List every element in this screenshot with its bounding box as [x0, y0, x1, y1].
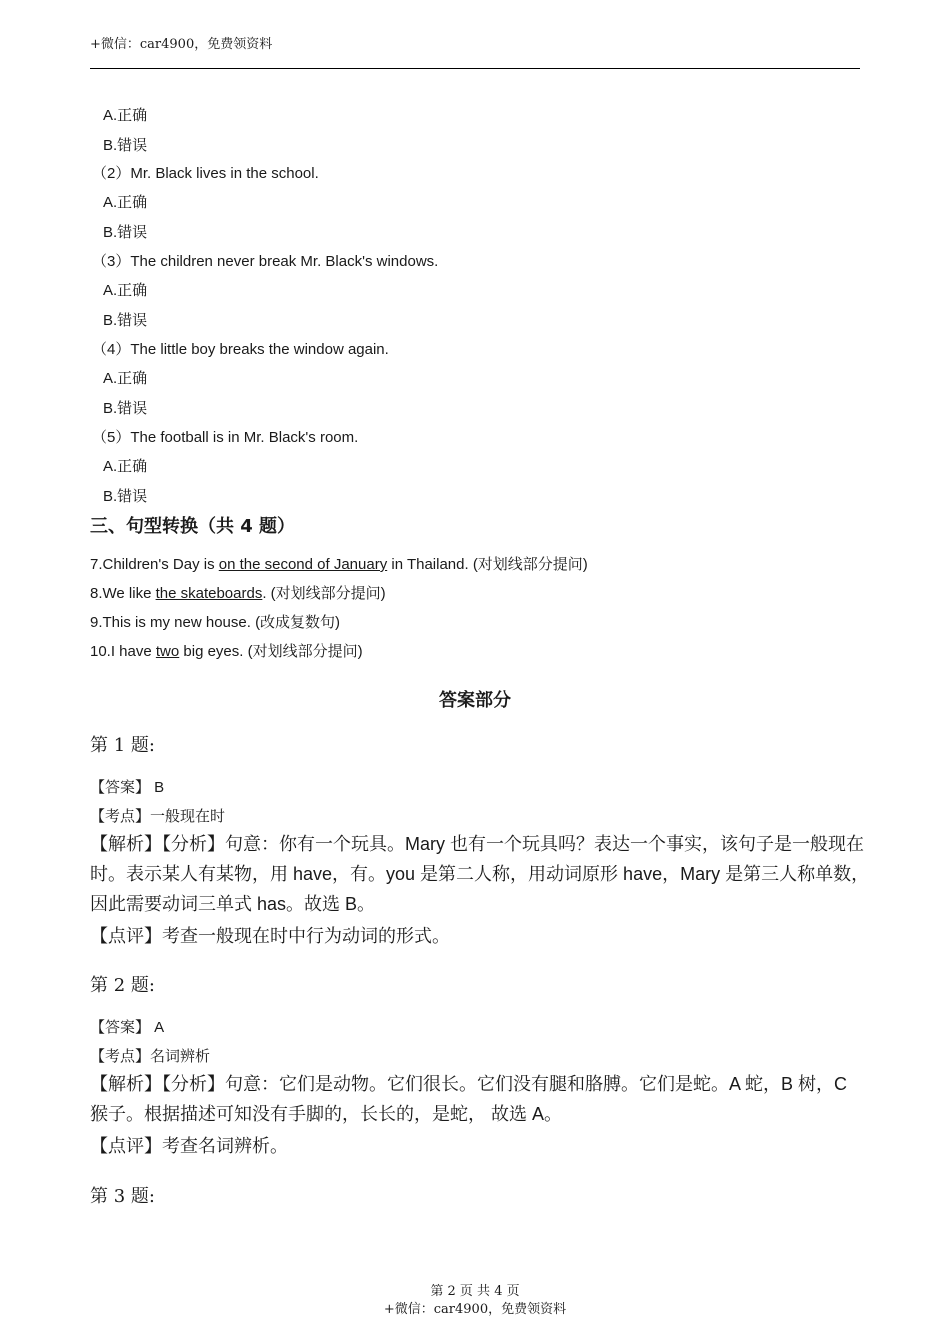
underlined-phrase: on the second of January: [218, 556, 388, 573]
sentence-text: . (对划线部分提问): [262, 585, 386, 602]
q4-stem: （4）The little boy breaks the window again.: [92, 341, 389, 358]
answer-q1-comment: 【点评】考查一般现在时中行为动词的形式。: [90, 926, 450, 946]
answer-q2-analysis: 【解析】【分析】句意：它们是动物。它们很长。它们没有腿和胳膊。它们是蛇。A 蛇，B 树，C 猴子。根据描述可知没有手脚的，长长的，是蛇， 故选 A。: [90, 1074, 848, 1124]
sentence-item: [90, 640, 363, 661]
q5-option-b: B.错误: [103, 488, 148, 505]
answer-q2-number: 第 2 题:: [90, 975, 155, 996]
q2-option-a: A.正确: [103, 194, 148, 211]
q5-stem: （5）The football is in Mr. Black's room.: [92, 429, 359, 446]
q1-option-a: A.正确: [103, 107, 148, 124]
q1-option-b: B.错误: [103, 137, 148, 154]
page-footer: +微信：car4900，免费领资料: [383, 1302, 567, 1317]
page-header: +微信：car4900，免费领资料: [90, 37, 273, 52]
answer-q2-answer: 【答案】 A: [90, 1019, 165, 1036]
answer-q2-comment: 【点评】考查名词辨析。: [90, 1136, 288, 1156]
q3-option-a: A.正确: [103, 282, 148, 299]
q4-option-a: A.正确: [103, 370, 148, 387]
q2-option-b: B.错误: [103, 224, 148, 241]
q5-option-a: A.正确: [103, 458, 148, 475]
sentence-item: [90, 611, 340, 632]
answer-q1-number: 第 1 题:: [90, 735, 155, 756]
answer-q1-analysis: 【解析】【分析】句意：你有一个玩具。Mary 也有一个玩具吗？表达一个事实，该句子是一般现在时。表示某人有某物，用 have，有。you 是第二人称，用动词原形 have，Mary 是第三人称单数，因此需要动词三单式 has。故选 B。: [90, 834, 870, 914]
sentence-text: 9.This is my new house. (改成复数句): [90, 614, 341, 631]
underlined-phrase: two: [155, 643, 180, 660]
sentence-text: big eyes. (对划线部分提问): [179, 643, 363, 660]
sentence-text: 10.I have: [90, 643, 156, 660]
q3-stem: （3）The children never break Mr. Black's windows.: [92, 253, 439, 270]
sentence-text: in Thailand. (对划线部分提问): [387, 556, 588, 573]
section-title: 三、句型转换（共 4 题）: [90, 516, 296, 537]
q2-stem: （2）Mr. Black lives in the school.: [92, 165, 319, 182]
answer-q3-number: 第 3 题:: [90, 1186, 155, 1207]
sentence-item: [90, 553, 588, 574]
answer-q2-point: 【考点】名词辨析: [90, 1048, 211, 1065]
answer-q1-point: 【考点】一般现在时: [90, 808, 226, 825]
page-number: 第 2 页 共 4 页: [430, 1284, 520, 1299]
header-rule: [90, 68, 860, 69]
q3-option-b: B.错误: [103, 312, 148, 329]
answers-title: 答案部分: [439, 690, 511, 710]
sentence-item: [90, 582, 386, 603]
sentence-text: 8.We like: [90, 585, 156, 602]
q4-option-b: B.错误: [103, 400, 148, 417]
answer-q1-answer: 【答案】 B: [90, 779, 165, 796]
underlined-phrase: the skateboards: [155, 585, 263, 602]
sentence-text: 7.Children's Day is: [90, 556, 219, 573]
